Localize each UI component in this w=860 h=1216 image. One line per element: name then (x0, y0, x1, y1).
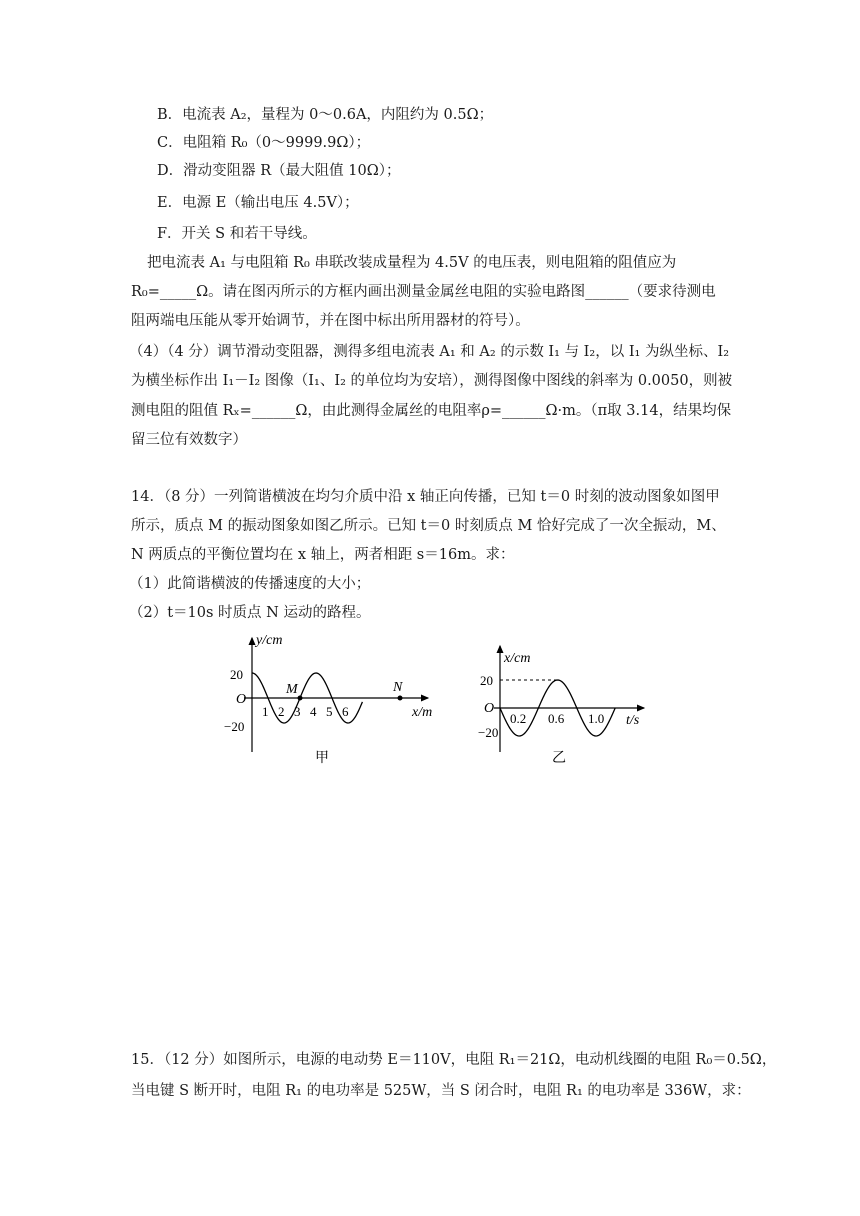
option-c: C．电阻箱 R₀（0～9999.9Ω）； (157, 135, 371, 151)
option-f: F．开关 S 和若干导线。 (157, 226, 317, 242)
point-m-label: M (286, 682, 298, 697)
xtick-1.0: 1.0 (588, 711, 605, 726)
option-e: E．电源 E（输出电压 4.5V）； (157, 195, 359, 211)
vibration-graph-yi (478, 630, 658, 770)
xtick-0.6: 0.6 (548, 711, 565, 726)
point-m (298, 696, 303, 701)
option-d: D．滑动变阻器 R（最大阻值 10Ω）； (157, 163, 401, 179)
q14-sub-1: （1）此简谐横波的传播速度的大小； (129, 576, 371, 592)
q13-4-text-2: 为横坐标作出 I₁－I₂ 图像（I₁、I₂ 的单位均为安培），测得图像中图线的斜率为 0.0050，则被 (131, 373, 733, 389)
q14-text-3: N 两质点的平衡位置均在 x 轴上，两者相距 s＝16m。求： (131, 547, 515, 563)
point-n (398, 696, 403, 701)
q13-3-text-3: 阻两端电压能从零开始调节，并在图中标出所用器材的符号）。 (131, 313, 530, 329)
xtick-1: 1 (262, 704, 269, 719)
origin-label: O (484, 701, 495, 716)
q14-text-1: 14．（8 分）一列简谐横波在均匀介质中沿 x 轴正向传播，已知 t＝0 时刻的波动图象如图甲 (131, 489, 720, 505)
q13-4-text-3: 测电阻的阻值 Rₓ=______Ω，由此测得金属丝的电阻率ρ=______Ω·m。（π取 3.14，结果均保 (131, 403, 732, 419)
xtick-5: 5 (326, 704, 333, 719)
q15-text-2: 当电键 S 断开时，电阻 R₁ 的电功率是 525W，当 S 闭合时，电阻 R₁ 的电功率是 336W，求： (131, 1083, 751, 1099)
x-axis-label: t/s (626, 713, 640, 728)
origin-label: O (236, 692, 247, 707)
caption-yi: 乙 (552, 751, 566, 766)
xtick-6: 6 (342, 704, 349, 719)
point-n-label: N (393, 680, 403, 695)
q13-4-text-4: 留三位有效数字） (131, 432, 247, 448)
xtick-2: 2 (278, 704, 285, 719)
ytick-20: 20 (230, 667, 243, 682)
q13-3-text-2: R₀=_____Ω。请在图丙所示的方框内画出测量金属丝电阻的实验电路图______（要求待测电 (131, 284, 716, 300)
ytick-neg20: −20 (478, 725, 499, 740)
q13-4-text-1: （4）（4 分）调节滑动变阻器，测得多组电流表 A₁ 和 A₂ 的示数 I₁ 与 I₂，以 I₁ 为纵坐标、I₂ (129, 344, 730, 360)
q13-3-text-1: 把电流表 A₁ 与电阻箱 R₀ 串联改装成量程为 4.5V 的电压表，则电阻箱的阻值应为 (147, 255, 677, 271)
ytick-neg20: −20 (224, 719, 245, 734)
y-axis-label: x/cm (504, 651, 531, 666)
xtick-3: 3 (294, 704, 301, 719)
option-b: B．电流表 A₂，量程为 0～0.6A，内阻约为 0.5Ω； (157, 107, 494, 123)
x-axis-label: x/m (412, 705, 433, 720)
y-axis-label: y/cm (256, 633, 283, 648)
q14-sub-2: （2）t＝10s 时质点 N 运动的路程。 (129, 605, 371, 621)
ytick-20: 20 (480, 673, 493, 688)
q14-text-2: 所示，质点 M 的振动图象如图乙所示。已知 t＝0 时刻质点 M 恰好完成了一次全振动，M、 (131, 518, 726, 534)
caption-jia: 甲 (315, 751, 329, 766)
xtick-0.2: 0.2 (510, 711, 527, 726)
xtick-4: 4 (310, 704, 317, 719)
wave-graph-jia (222, 630, 442, 770)
q15-text-1: 15．（12 分）如图所示，电源的电动势 E＝110V，电阻 R₁＝21Ω，电动机线圈的电阻 R₀＝0.5Ω， (131, 1052, 777, 1068)
